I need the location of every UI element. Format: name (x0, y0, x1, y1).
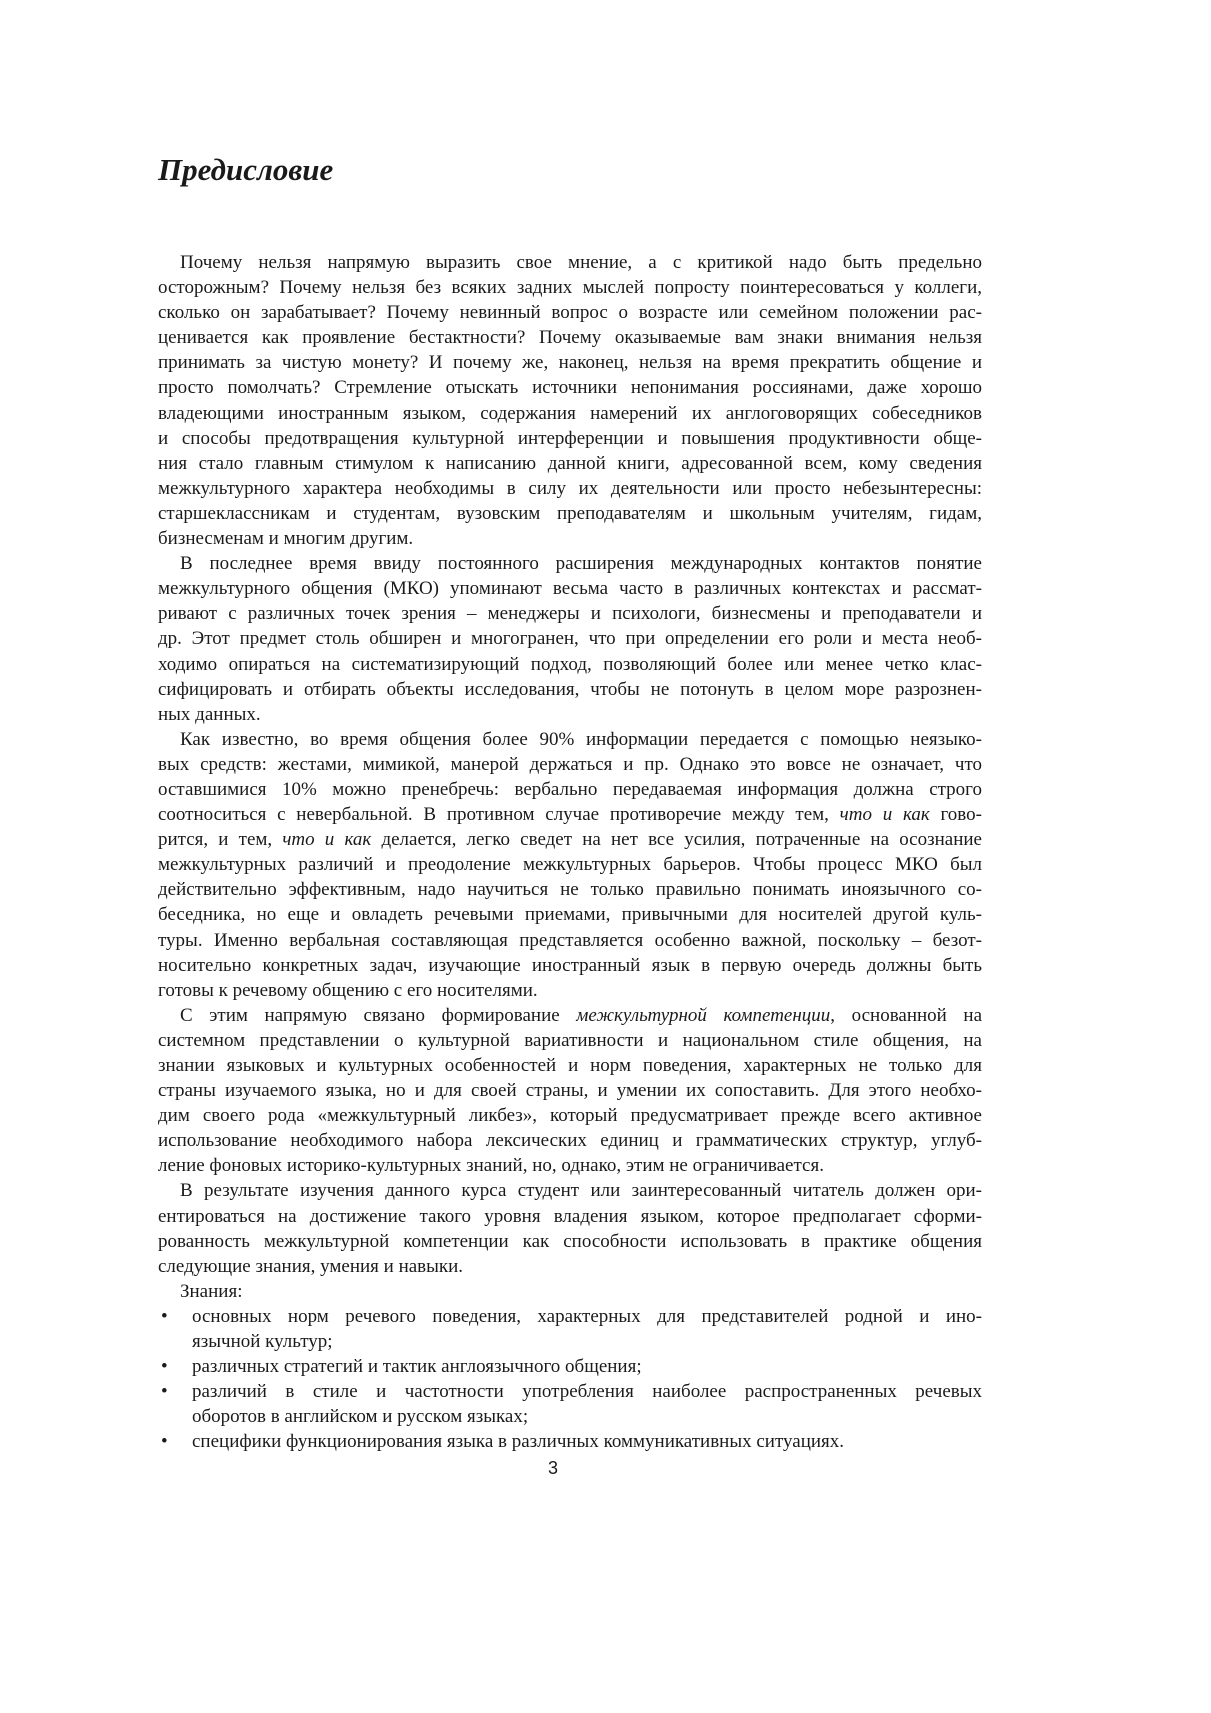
bullet-text: различий в стиле и частотности употребления наиболее распространенных речевых (192, 1381, 982, 1403)
text-line: дим своего рода «межкультурный ликбез», который предусматривает прежде всего активное (158, 1105, 982, 1127)
text-line (158, 1379, 982, 1404)
text-line: сколько он зарабатывает? Почему невинный вопрос о возрасте или семейном положении рас- (158, 302, 982, 324)
text-line: ценивается как проявление бестактности? Почему оказываемые вам знаки внимания нельзя (158, 327, 982, 349)
text-line: ление фоновых историко-культурных знаний, но, однако, этим не ограничивается. (158, 1155, 824, 1177)
text-line: беседника, но еще и овладеть речевыми приемами, привычными для носителей другой куль- (158, 904, 982, 926)
text-line: бизнесменам и многим другим. (158, 528, 414, 550)
text-line: Знания: (180, 1280, 243, 1302)
text-line (158, 1429, 982, 1454)
text-segment: , основанной на (830, 1004, 983, 1026)
text-segment: соотноситься с невербальной. В противном случае противоречие между тем, (158, 804, 840, 826)
paragraph (158, 551, 982, 727)
text-line (158, 1329, 982, 1354)
text-line: владеющими иностранным языком, содержания намерений их англоговорящих собеседников (158, 402, 982, 424)
text-line: системном представлении о культурной вариативности и национальном стиле общения, на (158, 1029, 982, 1051)
text-line: вых средств: жестами, мимикой, манерой держаться и пр. Однако это вовсе не означает, что (158, 753, 982, 775)
text-line (158, 1354, 982, 1379)
text-line: сифицировать и отбирать объекты исследования, чтобы не потонуть в целом море разрознен- (158, 678, 982, 700)
text-line: осторожным? Почему нельзя без всяких задних мыслей попросту поинтересоваться у коллеги, (158, 277, 982, 299)
text-line: рованность межкультурной компетенции как способности использовать в практике общения (158, 1230, 982, 1252)
italic-text: межкультурной компетенции (576, 1004, 831, 1026)
text-line: и способы предотвращения культурной интерференции и повышения продуктивности обще- (158, 427, 982, 449)
text-line: знании языковых и культурных особенностей и норм поведения, характерных не только для (158, 1055, 982, 1076)
bullet-text: язычной культур; (192, 1331, 333, 1353)
text-line: действительно эффективным, надо научиться не только правильно понимать иноязычного со- (158, 879, 982, 901)
paragraph (158, 727, 982, 1003)
text-line: ния стало главным стимулом к написанию данной книги, адресованной всем, кому сведения (158, 452, 982, 474)
text-line: носительно конкретных задач, изучающие иностранный язык в первую очередь должны быть (158, 954, 982, 976)
text-line: В результате изучения данного курса студент или заинтересованный читатель должен ори- (180, 1180, 982, 1202)
text-line: межкультурного характера необходимы в силу их деятельности или просто небезынтересны: (158, 477, 982, 499)
text-line (158, 827, 982, 852)
text-line (158, 1304, 982, 1329)
text-line: В последнее время ввиду постоянного расширения международных контактов понятие (180, 553, 982, 575)
paragraph (158, 1003, 982, 1179)
bullet-item (158, 1304, 982, 1354)
italic-text: что и как (839, 804, 930, 826)
text-line: страны изучаемого языка, но и для своей страны, и умении их сопоставить. Для этого необхо- (158, 1080, 982, 1102)
bullet-text: специфики функционирования языка в различных коммуникативных ситуациях. (192, 1431, 845, 1453)
text-line (158, 1404, 982, 1429)
bullet-list (158, 1304, 982, 1455)
paragraph (158, 1279, 982, 1304)
text-line: следующие знания, умения и навыки. (158, 1255, 464, 1277)
bullet-item (158, 1354, 982, 1379)
body-text (158, 250, 982, 1455)
text-line: ривают с различных точек зрения – менеджеры и психологи, бизнесмены и преподаватели и (158, 603, 982, 625)
text-line (158, 802, 982, 827)
page-title: Предисловие (158, 152, 334, 187)
text-line: туры. Именно вербальная составляющая представляется особенно важной, поскольку – безот- (158, 929, 982, 951)
text-line: Почему нельзя напрямую выразить свое мнение, а с критикой надо быть предельно (180, 252, 982, 273)
text-segment: делается, легко сведет на нет все усилия, потраченные на осознание (371, 829, 982, 851)
bullet-item (158, 1429, 982, 1454)
text-segment: рится, и тем, (158, 829, 283, 851)
bullet-item (158, 1379, 982, 1429)
text-line: Как известно, во время общения более 90% информации передается с помощью неязыко- (180, 728, 982, 750)
text-line: использование необходимого набора лексических единиц и грамматических структур, углуб- (158, 1130, 982, 1152)
page-number: 3 (548, 1458, 559, 1478)
text-line: межкультурного общения (МКО) упоминают весьма часто в различных контекстах и рассмат- (158, 578, 982, 600)
text-line: старшеклассникам и студентам, вузовским преподавателям и школьным учителям, гидам, (158, 502, 982, 524)
bullet-text: оборотов в английском и русском языках; (192, 1406, 529, 1428)
text-line: принимать за чистую монету? И почему же, наконец, нельзя на время прекратить общение и (158, 352, 982, 374)
text-line: ентироваться на достижение такого уровня владения языком, которое предполагает сформи- (158, 1205, 982, 1227)
italic-text: что и как (282, 829, 372, 851)
text-line: др. Этот предмет столь обширен и многогранен, что при определении его роли и места необ- (158, 628, 982, 650)
text-segment: С этим напрямую связано формирование (180, 1004, 577, 1026)
bullet-icon: • (161, 1381, 168, 1403)
text-line: ных данных. (158, 703, 261, 725)
bullet-text: основных норм речевого поведения, характерных для представителей родной и ино- (192, 1305, 982, 1327)
text-line: готовы к речевому общению с его носителями. (158, 979, 538, 1001)
text-line: ходимо опираться на систематизирующий подход, позволяющий более или менее четко клас- (158, 653, 982, 675)
text-line: оставшимися 10% можно пренебречь: вербально передаваемая информация должна строго (158, 778, 982, 800)
text-line: просто помолчать? Стремление отыскать источники непонимания россиянами, даже хорошо (158, 377, 982, 399)
text-segment: гово- (929, 804, 982, 826)
text-line (158, 1003, 982, 1028)
paragraph (158, 250, 982, 551)
bullet-text: различных стратегий и тактик англоязычного общения; (192, 1356, 642, 1378)
bullet-icon: • (161, 1356, 168, 1378)
paragraph (158, 1178, 982, 1278)
text-line: межкультурных различий и преодоление межкультурных барьеров. Чтобы процесс МКО был (158, 854, 982, 876)
bullet-icon: • (161, 1305, 168, 1327)
bullet-icon: • (161, 1431, 168, 1453)
